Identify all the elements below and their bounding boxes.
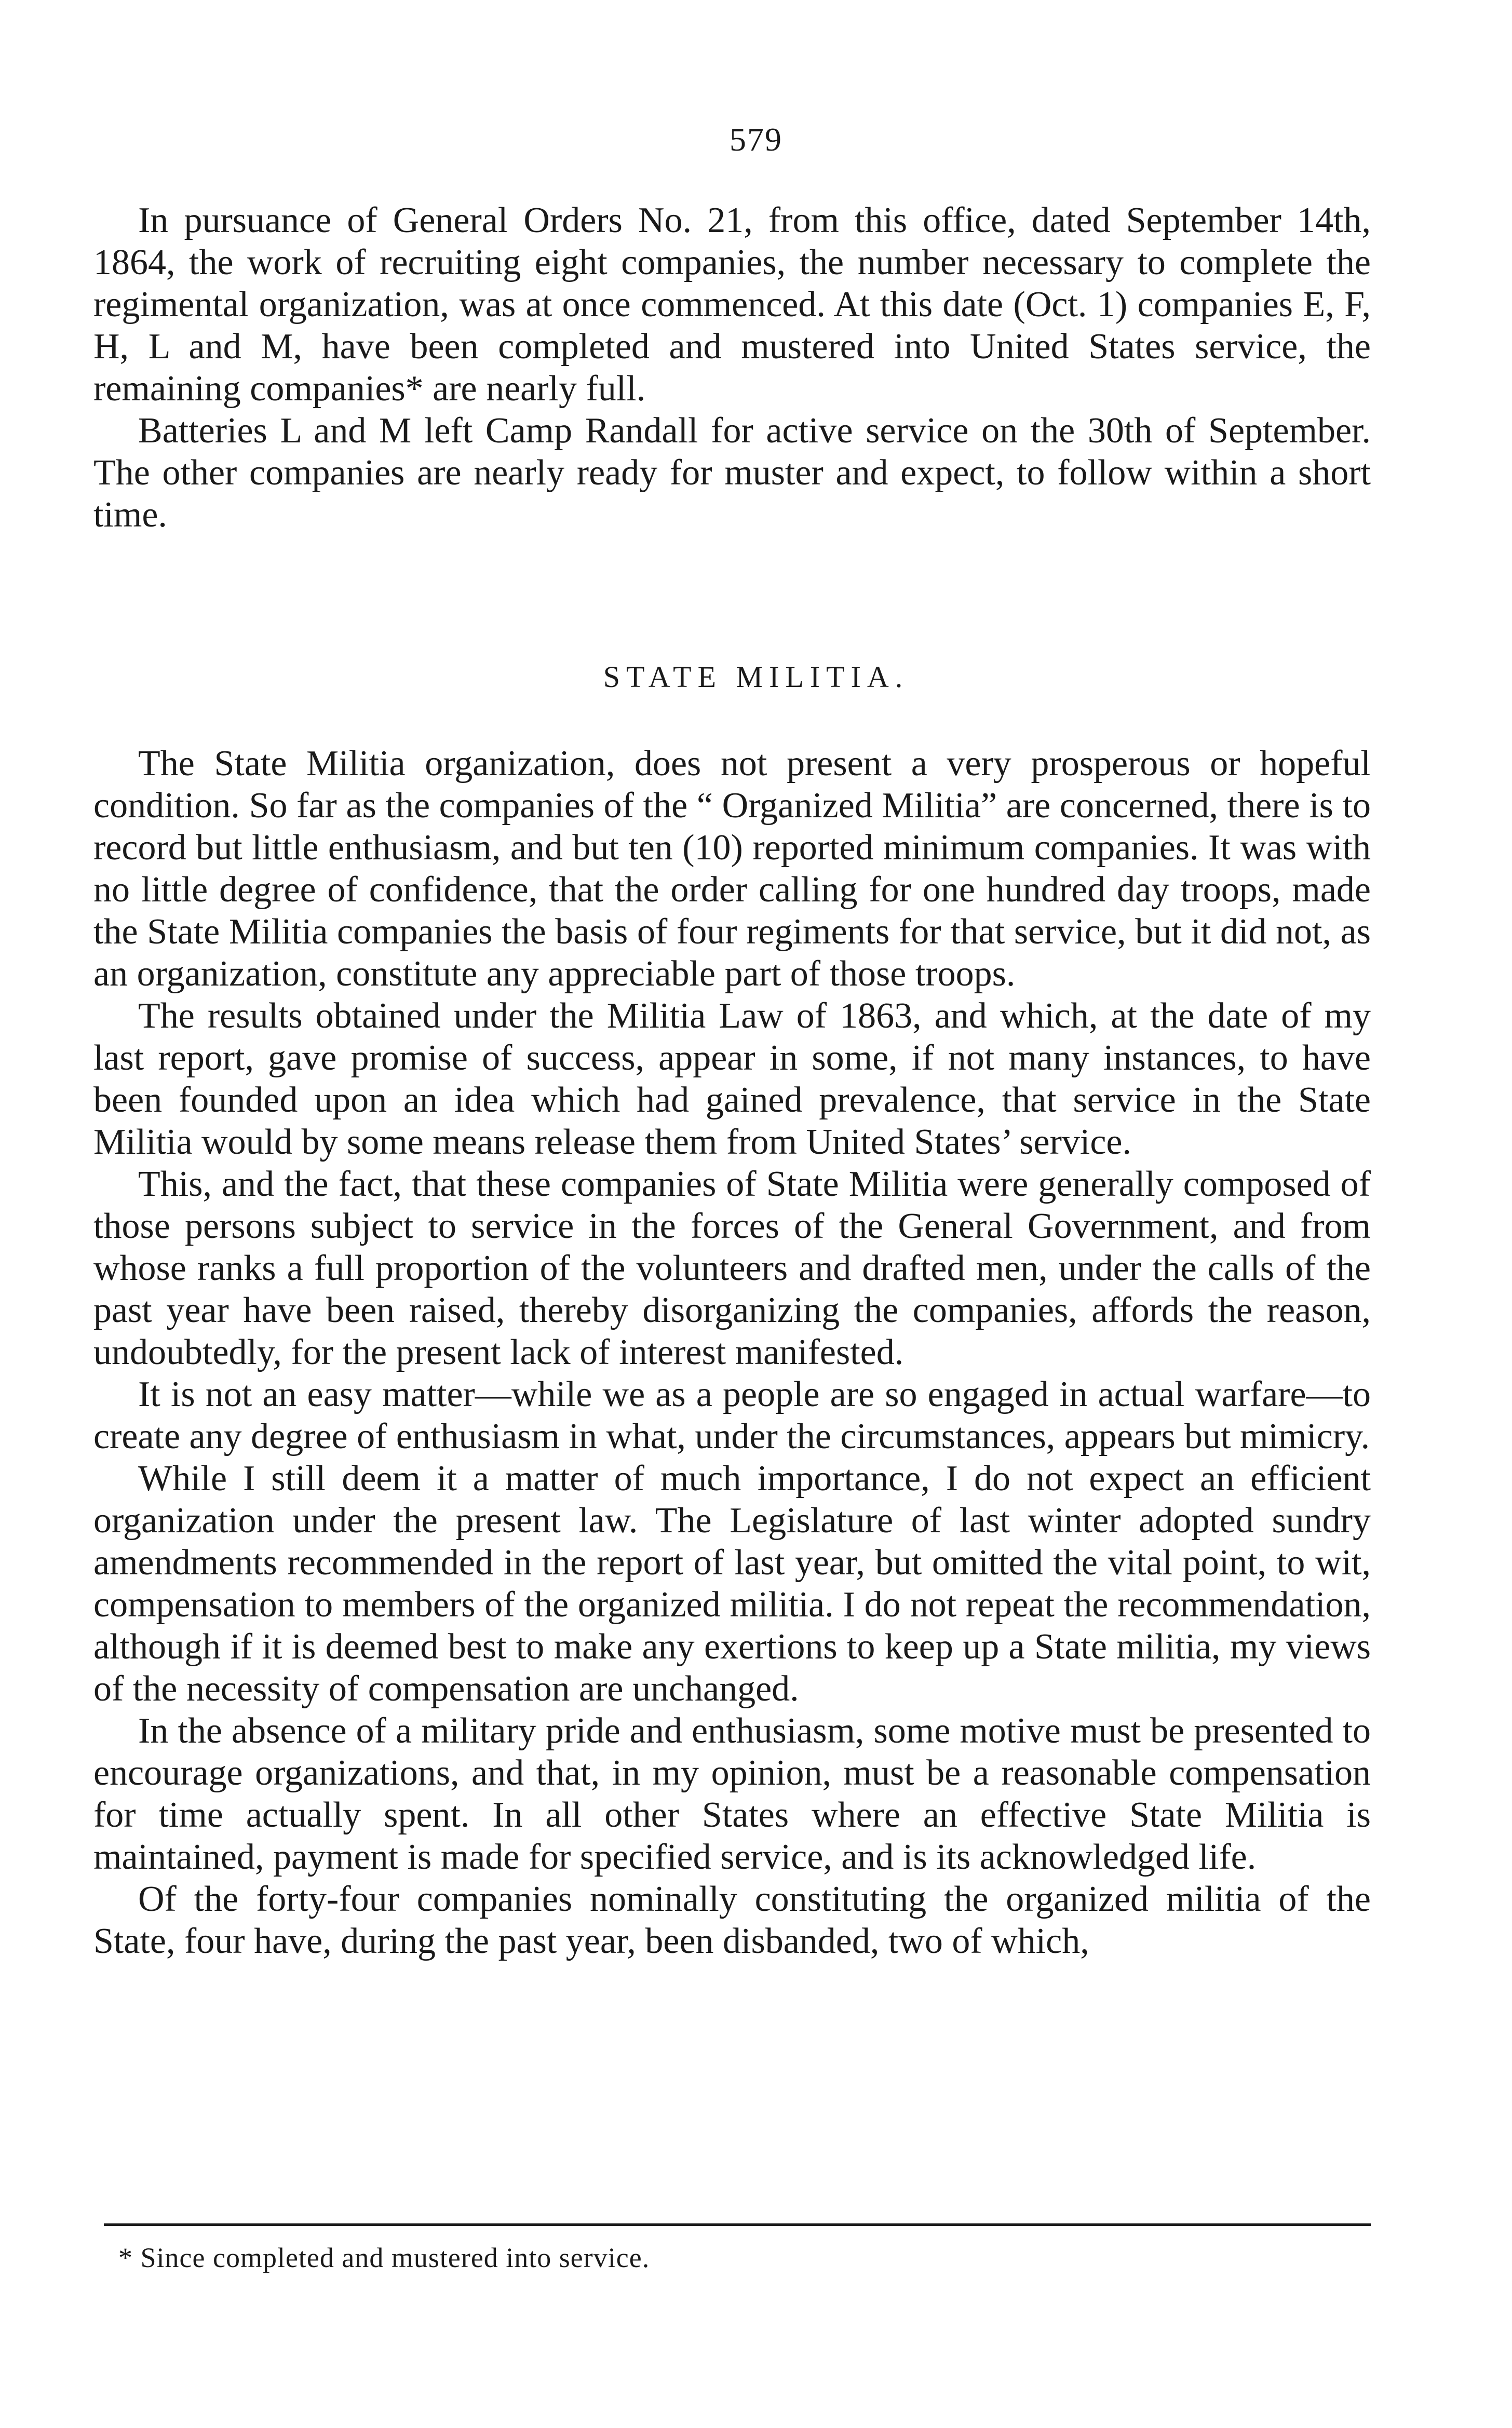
paragraph-disbanded-companies: Of the forty-four companies nominally constituting the organized militia of the State, four have, during the past year, been disbanded, two of which,	[93, 1879, 1371, 1961]
paragraph-militia-law: The results obtained under the Militia Law of 1863, and which, at the date of my last report, gave promise of success, appear in some, if not many instances, to have been founded upon an idea which had gained prevalence, that service in the State Militia would by some means release them from United States’ service.	[93, 996, 1371, 1162]
paragraph-batteries: Batteries L and M left Camp Randall for active service on the 30th of September. The other companies are nearly ready for muster and expect, to follow within a short time.	[93, 411, 1371, 535]
page-number: 579	[730, 121, 782, 158]
intro-text	[93, 199, 1371, 536]
paragraph-compensation: In the absence of a military pride and enthusiasm, some motive must be presented to encourage organizations, and that, in my opinion, must be a reasonable compensation for time actually spent. In all other States where an effective State Militia is maintained, payment is made for specified service, and is its acknowledged life.	[93, 1711, 1371, 1877]
state-militia-text	[93, 743, 1371, 1962]
paragraph-companies-composition: This, and the fact, that these companies of State Militia were generally composed of those persons subject to service in the forces of the General Government, and from whose ranks a full proportion of the volunteers and drafted men, under the calls of the past year have been raised, thereby disorganizing the companies, affords the reason, undoubtedly, for the present lack of interest manifested.	[93, 1164, 1371, 1372]
paragraph-legislature: While I still deem it a matter of much importance, I do not expect an efficient organization under the present law. The Legislature of last winter adopted sundry amendments recommended in the report of last year, but omitted the vital point, to wit, compensation to members of the organized militia. I do not repeat the recommendation, although if it is deemed best to make any exertions to keep up a State militia, my views of the necessity of compensation are unchanged.	[93, 1459, 1371, 1709]
section-heading-state-militia: STATE MILITIA.	[603, 660, 909, 694]
paragraph-militia-condition: The State Militia organization, does not present a very prosperous or hopeful condition. So far as the companies of the “ Organized Militia” are concerned, there is to record but little enthusiasm, and but ten (10) reported minimum companies. It was with no little degree of confidence, that the order calling for one hundred day troops, made the State Militia companies the basis of four regiments for that service, but it did not, as an organization, constitute any appreciable part of those troops.	[93, 744, 1371, 994]
footnote-divider	[104, 2223, 1371, 2226]
paragraph-enthusiasm: It is not an easy matter—while we as a people are so engaged in actual warfare—to create any degree of enthusiasm in what, under the circumstances, appears but mimicry.	[93, 1374, 1371, 1456]
footnote: * Since completed and mustered into service.	[118, 2242, 650, 2273]
paragraph-recruiting: In pursuance of General Orders No. 21, from this office, dated September 14th, 1864, the work of recruiting eight companies, the number necessary to complete the regimental organization, was at once commenced. At this date (Oct. 1) companies E, F, H, L and M, have been completed and mustered into United States service, the remaining companies* are nearly full.	[93, 200, 1371, 409]
